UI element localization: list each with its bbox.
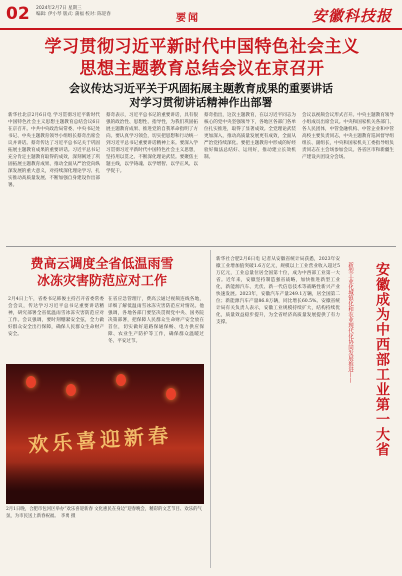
lead-subhead-line1: 会议传达习近平关于巩固拓展主题教育成果的重要讲话 <box>69 82 333 95</box>
section-divider <box>6 246 396 247</box>
section-title: 要闻 <box>176 13 200 24</box>
second-body-a: 2月4日上午，省委书记韩俊主持召开省委常委会会议，传达学习习近平总书记重要讲话精神，研究部署全省低温雨雪冰冻灾害防范应对工作。会议强调，要时刻绷紧安全弦，全力做好群众安全出行保障，确保人民群众生命财产安全。 <box>8 297 104 337</box>
lead-body-col4: 会议以视频会议形式召开。中央主题教育领导小组成员出席会议。中央和国家机关各部门、各人民团体，中管金融机构、中管企业和中管高校主要负责同志，中央主题教育巡回督导组组长、副组长，中央和国家机关工委指导组负责同志在主会场参加会议。各省区市和新疆生产建设兵团设分会场。 <box>302 113 394 160</box>
column-rule <box>210 250 211 568</box>
second-body-b: 在省应急管理厅，费高云通过视频连线各地，详细了解低温雨雪冰冻灾害防范应对情况。他强调，各地各部门要坚决贯彻党中央、国务院决策部署，把保障人民群众生命财产安全放在首位，切实做好道路保通保畅、电力供应保障、农业生产防护等工作，确保群众温暖过冬、平安过节。 <box>108 297 204 344</box>
lead-headline-line2: 思想主题教育总结会议在京召开 <box>79 59 325 79</box>
lead-subheadline <box>0 82 402 110</box>
lead-body-col3: 蔡奇指出，这次主题教育，在以习近平同志为核心的党中央坚强领导下，各地区各部门各单位扎实推进，取得了显著成效。全党理论武装更加深入，推动高质量发展更有成效，全面从严治党持续深化。要把主题教育中形成的好经验好做法总结好、运用好，推动建立长效机制。 <box>204 113 296 160</box>
lead-headline-line1: 学习贯彻习近平新时代中国特色社会主义 <box>44 37 360 57</box>
right-story-subline: 新型工业化城镇化和农业现代化协同发展推进—— <box>347 262 353 383</box>
page-header <box>0 0 402 30</box>
lantern-icon <box>66 384 76 396</box>
second-headline <box>22 256 182 290</box>
festival-photo <box>6 364 204 504</box>
photo-caption: 2月1日晚，合肥市包河区举办“欢乐喜迎新春 文化惠民在身边”迎春晚会，精彩的文艺节目、欢乐的气氛，为市民送上新春祝福。 李勇 摄 <box>6 507 202 519</box>
lead-body-col1: 新华社北京2月6日电 学习贯彻习近平新时代中国特色社会主义思想主题教育总结会议6日在京召开。中共中央政治局常委、中央书记处书记、中央主题教育领导小组组长蔡奇出席会议并讲话。蔡奇传达了习近平总书记关于巩固拓展主题教育成果的重要讲话。习近平总书记充分肯定主题教育取得的成效，深刻阐述了巩固拓展主题教育成果、推动全面从严治党向纵深发展的重大意义，对持续深化理论学习、扎实推动高质量发展、不断加强自身建设作出部署。 <box>8 113 100 188</box>
issue-meta <box>36 6 111 18</box>
lead-headline <box>8 36 396 80</box>
lantern-icon <box>26 376 36 388</box>
second-headline-line1: 费高云调度全省低温雨雪 <box>30 257 174 272</box>
issue-date: 2024年2月7日 星期三 <box>36 6 82 11</box>
photo-watermark: 欢乐喜迎新春 <box>27 423 173 457</box>
lead-subhead-line2: 对学习贯彻讲话精神作出部署 <box>129 96 273 109</box>
lantern-icon <box>166 388 176 400</box>
second-headline-line2: 冰冻灾害防范应对工作 <box>36 274 167 289</box>
photo-crowd <box>6 462 204 504</box>
newspaper-logo: 安徽科技报 <box>311 7 392 25</box>
right-story-body: 新华社合肥2月6日电 记者从安徽省统计局获悉，2023年安徽工业增加值突破1.6万亿元，规模以上工业营业收入超过5万亿元，工业总量位居全国第十位，成为中西部工业第一大省。近年来，安徽坚持制造强省战略，加快推进新型工业化，新能源汽车、光伏、新一代信息技术等战略性新兴产业快速发展。2023年，安徽汽车产量249.1万辆，居全国第二位；新能源汽车产量86.8万辆，同比增长60.5%。安徽省统计局有关负责人表示，安徽工业规模持续扩大，结构持续优化，质量效益稳步提升，为全省经济高质量发展提供了有力支撑。 <box>216 257 340 325</box>
lead-body-col2: 蔡奇表示，习近平总书记的重要讲话，具有很强的政治性、思想性、指导性，为我们巩固拓展主题教育成果、推进党的自我革命指明了方向。要认真学习领会，切实把思想和行动统一到习近平总书记重要讲话精神上来。要深入学习贯彻习近平新时代中国特色社会主义思想，坚持用以贯之、不断深化理论武装。要聚焦主题主线，以学铸魂、以学增智、以学正风、以学促干。 <box>106 113 198 174</box>
page-number: 02 <box>6 4 30 24</box>
editor-credits: 编辑: 伊小琴 版式: 蒲福 校对: 陈迎春 <box>36 12 111 17</box>
lantern-icon <box>116 374 126 386</box>
right-story-headline: 安徽成为中西部工业第一大省 <box>374 262 390 457</box>
